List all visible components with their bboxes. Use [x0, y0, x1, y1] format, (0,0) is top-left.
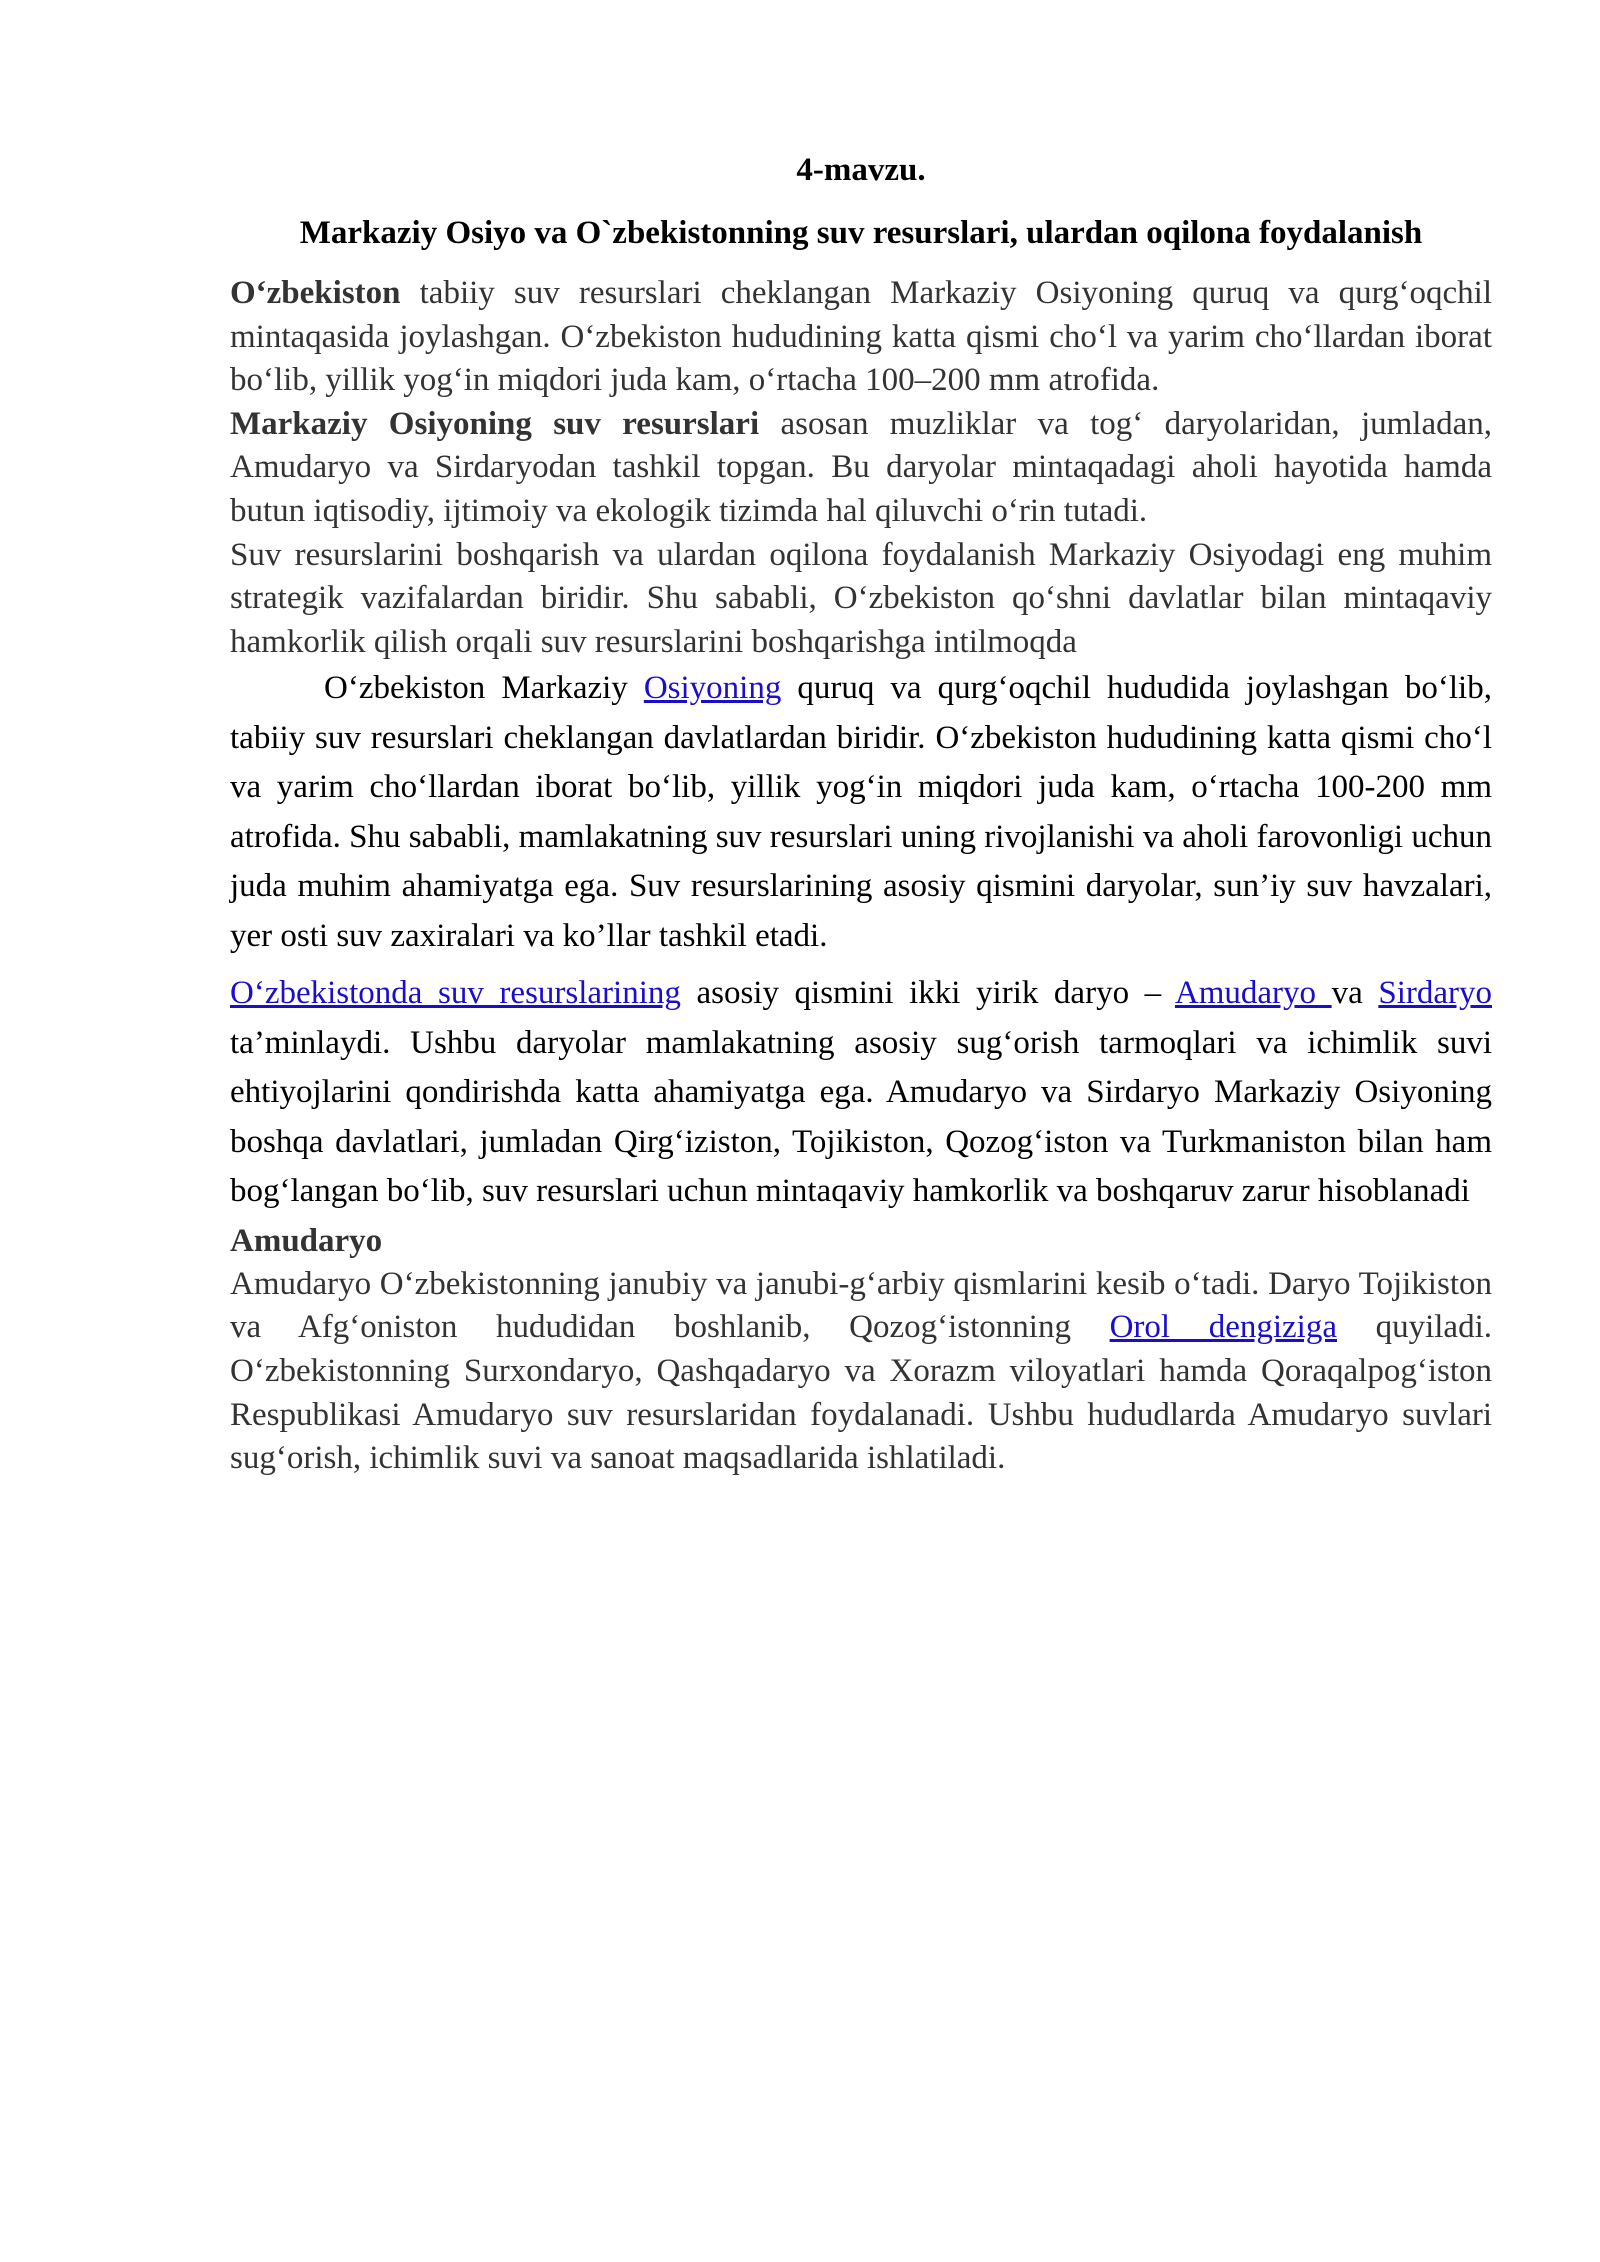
document-title: Markaziy Osiyo va O`zbekistonning suv resurslari, ulardan oqilona foydalanish — [299, 215, 1423, 251]
link-amudaryo[interactable]: Amudaryo — [1174, 975, 1332, 1012]
document-page — [230, 150, 1492, 1481]
paragraph-water-management: Suv resurslarini boshqarish va ulardan oqilona foydalanish Markaziy Osiyodagi eng muhim strategik vazifalardan biridir. Shu sababli, O‘zbekiston qo‘shni davlatlar bilan mintaqaviy hamkorlik qilish orqali suv resurslarini boshqarishga intilmoqda — [230, 536, 1492, 660]
paragraph-text: quruq va qurg‘oqchil hududida joylashgan bo‘lib, tabiiy suv resurslari cheklangan davlatlardan biridir. O‘zbekiston hududining katta qismi cho‘l va yarim cho‘llardan iborat bo‘lib, yillik yog‘in miqdori juda kam, o‘rtacha 100-200 mm atrofida. Shu sababli, mamlakatning suv resurslari uning rivojlanishi va aholi farovonligi uchun juda muhim ahamiyatga ega. Suv resurslarining asosiy qismini daryolar, sun’iy suv havzalari, yer osti suv zaxiralari va ko’llar tashkil etadi. — [230, 670, 1492, 954]
link-orol-dengizi[interactable]: Orol dengiziga — [1109, 1309, 1337, 1346]
topic-number: 4-mavzu. — [796, 152, 926, 188]
paragraph-text: asosan muzliklar va tog‘ daryolaridan, jumladan, Amudaryo va Sirdaryodan tashkil topgan. Bu daryolar mintaqadagi aholi hayotida hamda butun iqtisodiy, ijtimoiy va ekologik tizimda hal qiluvchi o‘rin tutadi. — [230, 405, 1493, 529]
paragraph-text: tabiiy suv resurslari cheklangan Markaziy Osiyoning quruq va qurg‘oqchil mintaqasida joylashgan. O‘zbekiston hududining katta qismi cho‘l va yarim cho‘llardan iborat bo‘lib, yillik yog‘in miqdori juda kam, o‘rtacha 100–200 mm atrofida. — [230, 275, 1492, 399]
paragraph-uzbekistan-geography — [230, 664, 1492, 961]
paragraph-amudaryo — [230, 1263, 1492, 1481]
link-water-resources[interactable]: O‘zbekistonda suv resurslarining — [230, 975, 681, 1012]
paragraph-text: ta’minlaydi. Ushbu daryolar mamlakatning asosiy sug‘orish tarmoqlari va ichimlik suvi ehtiyojlarini qondirishda katta ahamiyatga ega. Amudaryo va Sirdaryo Markaziy Osiyoning boshqa davlatlari, jumladan Qirg‘iziston, Tojikiston, Qozog‘iston va Turkmaniston bilan ham bog‘langan bo‘lib, suv resurslari uchun mintaqaviy hamkorlik va boshqaruv zarur hisoblanadi — [230, 1024, 1492, 1210]
link-osiyoning[interactable]: Osiyoning — [643, 670, 782, 707]
bold-term-uzbekistan: O‘zbekiston — [230, 275, 401, 311]
paragraph-rivers — [230, 969, 1492, 1217]
paragraph-text: asosiy qismini ikki yirik daryo – — [680, 975, 1175, 1012]
bold-term-central-asia-resources: Markaziy Osiyoning suv resurslari — [230, 405, 760, 442]
link-sirdaryo[interactable]: Sirdaryo — [1378, 975, 1493, 1012]
paragraph-text: Amudaryo O‘zbekistonning janubiy va janubi-g‘arbiy qismlarini kesib o‘tadi. Daryo Tojikiston va Afg‘oniston hududidan boshlanib, Qozog‘istonning — [230, 1265, 1492, 1346]
paragraph-text: va — [1331, 975, 1379, 1012]
paragraph-uzbekistan-intro — [230, 272, 1492, 403]
section-heading-amudaryo: Amudaryo — [230, 1222, 383, 1259]
paragraph-text: O‘zbekiston Markaziy — [324, 670, 644, 707]
paragraph-central-asia-resources — [230, 403, 1492, 534]
paragraph-text: quyiladi. O‘zbekistonning Surxondaryo, Qashqadaryo va Xorazm viloyatlari hamda Qoraqalpog‘iston Respublikasi Amudaryo suv resurslaridan foydalanadi. Ushbu hududlarda Amudaryo suvlari sug‘orish, ichimlik suvi va sanoat maqsadlarida ishlatiladi. — [230, 1309, 1492, 1477]
